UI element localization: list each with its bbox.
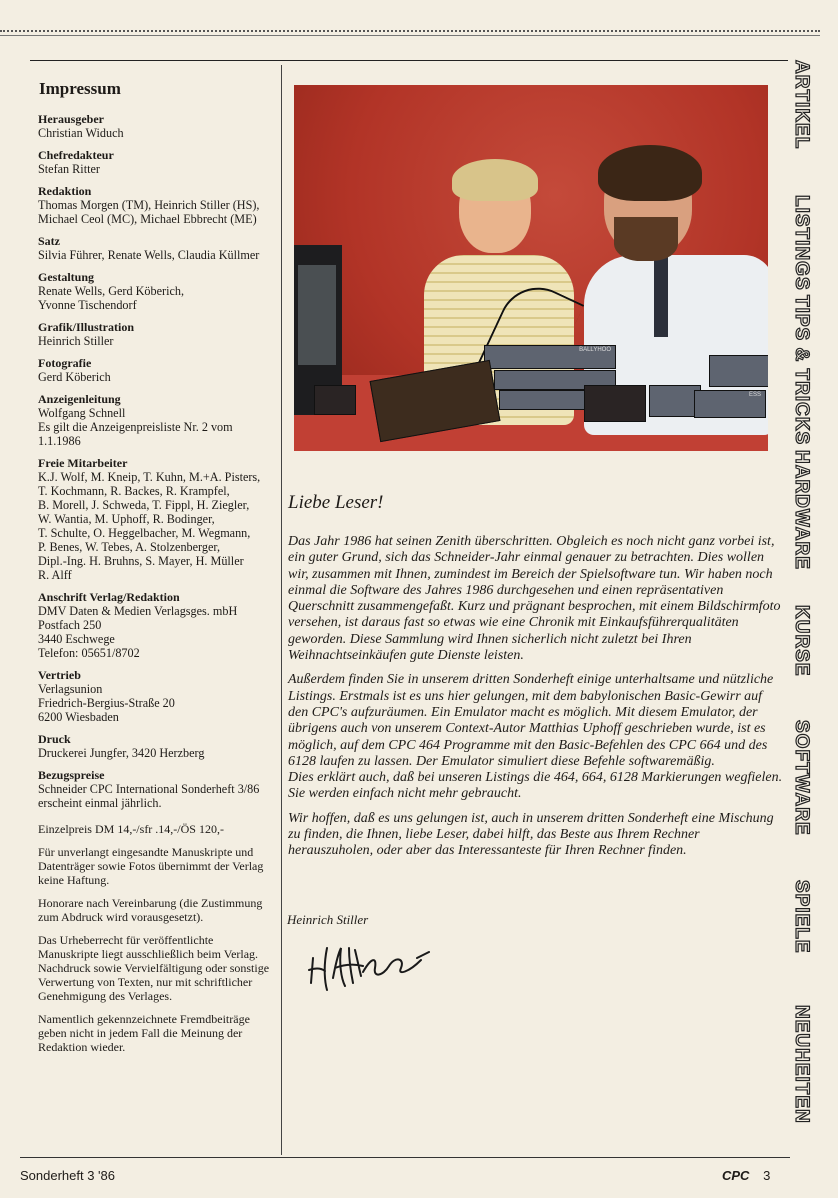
impressum-section-line: Stefan Ritter: [38, 162, 100, 176]
letter-body: [288, 534, 784, 860]
footer-page: [722, 1168, 770, 1183]
impressum-section-line: R. Alff: [38, 568, 72, 582]
impressum-section-line: 3440 Eschwege: [38, 632, 115, 646]
impressum-paragraph: Das Urheberrecht für veröffentlichte Manuskripte liegt ausschließlich beim Verlag. Nachdruck sowie Vervielfältigung oder sonstige Verwertung von Texten, nur mit schriftlicher Genehmigung des Verlages.: [38, 933, 270, 1003]
impressum-section-line: Renate Wells, Gerd Köberich,: [38, 284, 185, 298]
software-box: [709, 355, 768, 387]
impressum-section-line: Dipl.-Ing. H. Bruhns, S. Mayer, H. Müller: [38, 554, 244, 568]
impressum-section-line: Postfach 250: [38, 618, 102, 632]
impressum-section-line: 1.1.1986: [38, 434, 81, 448]
impressum-section-line: Verlagsunion: [38, 682, 103, 696]
impressum-paragraph: Einzelpreis DM 14,-/sfr .14,-/ÖS 120,-: [38, 822, 224, 836]
impressum-title: Impressum: [39, 79, 121, 98]
section-index-item: HARDWARE: [791, 450, 812, 570]
impressum-section: [38, 768, 276, 810]
letter-paragraph: Außerdem finden Sie in unserem dritten Sonderheft einige unterhaltsame und nützliche Listings. Erstmals ist es uns hier gelungen, mit dem babylonischen Basic-Gewirr auf den CPC's aufzuräumen. Ein Emulator macht es möglich. Mit diesem Emulator, der übrigens auch von unserem Context-Autor Matthias Uphoff geschrieben wurde, ist es möglich, auf dem CPC 464 Programme mit den Basic-Befehlen des CPC 664 und des 6128 laufen zu lassen. Der Emulator simuliert diese Befehle softwaremäßig.: [288, 672, 774, 769]
impressum-section: [38, 732, 276, 760]
impressum-section: [38, 270, 276, 312]
section-index-item: TIPS & TRICKS: [791, 295, 812, 446]
impressum-section-heading: Vertrieb: [38, 668, 81, 682]
letter-signoff: Heinrich Stiller: [287, 912, 369, 927]
impressum-section-heading: Bezugspreise: [38, 768, 105, 782]
letter-paragraph: Dies erklärt auch, daß bei unseren Listings die 464, 664, 6128 Markierungen wegfielen. Sie werden einfach nicht mehr gebraucht.: [288, 770, 783, 802]
section-index-item: SPIELE: [791, 880, 812, 954]
impressum-column: [36, 66, 276, 1063]
impressum-section-line: B. Morell, J. Schweda, T. Fippl, H. Ziegler,: [38, 498, 250, 512]
impressum-section-heading: Freie Mitarbeiter: [38, 456, 128, 470]
impressum-sections: [36, 112, 276, 810]
impressum-paragraph: Honorare nach Vereinbarung (die Zustimmung zum Abdruck wird vorausgesetzt).: [38, 896, 263, 924]
impressum-section: [38, 148, 276, 176]
software-box: [694, 390, 766, 418]
impressum-section-line: Gerd Köberich: [38, 370, 111, 384]
impressum-section-heading: Gestaltung: [38, 270, 95, 284]
impressum-section: [38, 392, 276, 448]
impressum-section-heading: Druck: [38, 732, 71, 746]
impressum-section-line: Yvonne Tischendorf: [38, 298, 137, 312]
footer-brand: CPC: [722, 1168, 750, 1183]
impressum-section-line: Heinrich Stiller: [38, 334, 114, 348]
top-rule: [0, 35, 820, 36]
impressum-section-line: Silvia Führer, Renate Wells, Claudia Küllmer: [38, 248, 260, 262]
impressum-section-heading: Herausgeber: [38, 112, 104, 126]
software-box: [584, 385, 646, 422]
software-box-label: ESS: [748, 392, 761, 398]
impressum-paragraphs: [36, 822, 276, 1054]
section-index-item: KURSE: [791, 605, 812, 677]
section-index-item: LISTINGS: [791, 195, 812, 291]
signature-image: [305, 928, 435, 998]
impressum-section-line: T. Kochmann, R. Backes, R. Krampfel,: [38, 484, 230, 498]
impressum-section-line: W. Wantia, M. Uphoff, R. Bodinger,: [38, 512, 215, 526]
impressum-section: [38, 320, 276, 348]
impressum-section: [38, 184, 276, 226]
impressum-section: [38, 112, 276, 140]
column-divider: [281, 65, 282, 1155]
impressum-section-line: Friedrich-Bergius-Straße 20: [38, 696, 175, 710]
impressum-section-heading: Grafik/Illustration: [38, 320, 135, 334]
impressum-section-heading: Satz: [38, 234, 60, 248]
page-number: 3: [763, 1168, 771, 1183]
software-box: [484, 345, 616, 369]
impressum-section-line: Telefon: 05651/8702: [38, 646, 140, 660]
impressum-section-line: erscheint einmal jährlich.: [38, 796, 162, 810]
impressum-section-line: T. Schulte, O. Heggelbacher, M. Wegmann,: [38, 526, 251, 540]
impressum-section-line: DMV Daten & Medien Verlagsges. mbH: [38, 604, 238, 618]
section-index-strip: [786, 60, 812, 1160]
bottom-rule: [20, 1157, 790, 1158]
footer-issue: Sonderheft 3 '86: [20, 1168, 115, 1183]
letter-paragraph: Wir hoffen, daß es uns gelungen ist, auch in unserem dritten Sonderheft eine Mischung zu finden, die Ihnen, liebe Leser, dabei hilft, das Beste aus Ihrem Rechner herauszuholen, oder aber das Interessanteste für Ihren Rechner finden.: [288, 810, 774, 859]
impressum-paragraph: Für unverlangt eingesandte Manuskripte und Datenträger sowie Fotos übernimmt der Verlag keine Haftung.: [38, 845, 264, 887]
letter-title: Liebe Leser!: [288, 492, 384, 513]
letter-paragraph: Das Jahr 1986 hat seinen Zenith überschritten. Obgleich es noch nicht ganz vorbei ist, ein guter Grund, sich das Schneider-Jahr einmal genauer zu betrachten. Dies wollen wir, zusammen mit Ihnen, zumindest im Bereich der Spielsoftware tun. Wir haben noch einmal die Software des Jahres 1986 durchgesehen und einen repräsentativen Querschnitt zusammengefaßt. Kurz und prägnant besprochen, mit einem Bildschirmfoto versehen, ist daraus fast so etwas wie eine Chronik mit Einkaufsführerqualitäten geworden. Diese Sammlung wird Ihnen sicherlich nicht zuletzt bei Ihren Weihnachtseinkäufen gute Dienste leisten.: [288, 534, 781, 664]
impressum-section-line: K.J. Wolf, M. Kneip, T. Kuhn, M.+A. Pisters,: [38, 470, 261, 484]
impressum-section: [38, 668, 276, 724]
software-box: [314, 385, 356, 415]
section-index-item: NEUHEITEN: [791, 1005, 812, 1124]
impressum-section-line: 6200 Wiesbaden: [38, 710, 119, 724]
impressum-section-line: Wolfgang Schnell: [38, 406, 126, 420]
editorial-letter: [288, 492, 784, 868]
impressum-section-line: P. Benes, W. Tebes, A. Stolzenberger,: [38, 540, 221, 554]
impressum-section-line: Thomas Morgen (TM), Heinrich Stiller (HS),: [38, 198, 260, 212]
impressum-section-line: Es gilt die Anzeigenpreisliste Nr. 2 vom: [38, 420, 233, 434]
software-box-label: BALLYHOO: [579, 347, 611, 353]
impressum-section: [38, 456, 276, 582]
impressum-section-line: Schneider CPC International Sonderheft 3/86: [38, 782, 260, 796]
impressum-section-line: Christian Widuch: [38, 126, 124, 140]
cover-photo: [294, 85, 768, 451]
section-index-item: SOFTWARE: [791, 720, 812, 836]
impressum-section-heading: Anzeigenleitung: [38, 392, 121, 406]
impressum-section-line: Michael Ceol (MC), Michael Ebbrecht (ME): [38, 212, 257, 226]
impressum-section-heading: Redaktion: [38, 184, 92, 198]
photo-monitor-screen: [298, 265, 336, 365]
impressum-section-heading: Anschrift Verlag/Redaktion: [38, 590, 180, 604]
impressum-section: [38, 234, 276, 262]
impressum-paragraph: Namentlich gekennzeichnete Fremdbeiträge geben nicht in jedem Fall die Meinung der Redaktion wieder.: [38, 1012, 250, 1054]
impressum-section: [38, 590, 276, 660]
impressum-section-heading: Chefredakteur: [38, 148, 114, 162]
top-dotted-rule: [0, 30, 820, 32]
impressum-section-heading: Fotografie: [38, 356, 92, 370]
impressum-section-line: Druckerei Jungfer, 3420 Herzberg: [38, 746, 205, 760]
impressum-section: [38, 356, 276, 384]
section-index-item: ARTIKEL: [791, 60, 812, 150]
